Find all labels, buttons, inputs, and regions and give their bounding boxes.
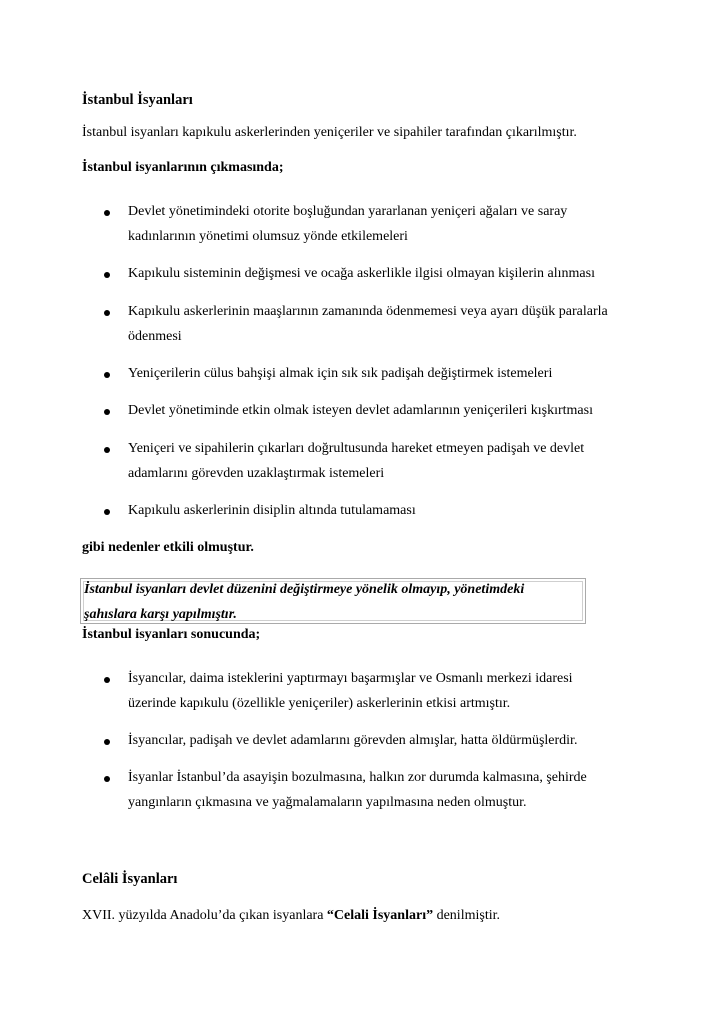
bullet-icon: [104, 372, 110, 378]
list-item-line: Kapıkulu sisteminin değişmesi ve ocağa askerlikle ilgisi olmayan kişilerin alınması: [128, 266, 595, 281]
list-item-line: Yeniçerilerin cülus bahşişi almak için sık sık padişah değiştirmek istemeleri: [128, 366, 553, 381]
list-item-line: Kapıkulu askerlerinin maaşlarının zamanında ödenmemesi veya ayarı düşük paralarla: [128, 304, 608, 319]
causes-heading: İstanbul isyanlarının çıkmasında;: [82, 160, 284, 175]
list-item-line: adamlarını görevden uzaklaştırmak istemeleri: [128, 466, 385, 481]
bullet-icon: [104, 409, 110, 415]
note-line: şahıslara karşı yapılmıştır.: [84, 607, 237, 622]
bullet-icon: [104, 776, 110, 782]
list-item-line: İsyancılar, padişah ve devlet adamlarını görevden almışlar, hatta öldürmüşlerdir.: [128, 733, 578, 748]
list-item-line: İsyancılar, daima isteklerini yaptırmayı başarmışlar ve Osmanlı merkezi idaresi: [128, 671, 573, 686]
list-item-line: üzerinde kapıkulu (özellikle yeniçeriler) askerlerinin etkisi artmıştır.: [128, 696, 511, 711]
bullet-icon: [104, 210, 110, 216]
bullet-icon: [104, 272, 110, 278]
list-item-line: Devlet yönetiminde etkin olmak isteyen devlet adamlarının yeniçerileri kışkırtması: [128, 403, 593, 418]
list-item-line: yangınların çıkmasına ve yağmalamaların yapılmasına neden olmuştur.: [128, 795, 527, 810]
bullet-icon: [104, 677, 110, 683]
note-line: İstanbul isyanları devlet düzenini değiştirmeye yönelik olmayıp, yönetimdeki: [84, 582, 525, 597]
list-item-line: Devlet yönetimindeki otorite boşluğundan yararlanan yeniçeri ağaları ve saray: [128, 204, 568, 219]
causes-footer: gibi nedenler etkili olmuştur.: [82, 540, 254, 555]
section-title-istanbul: İstanbul İsyanları: [82, 92, 193, 108]
bullet-icon: [104, 447, 110, 453]
celali-intro: [82, 909, 500, 923]
list-item-line: ödenmesi: [128, 329, 182, 344]
list-item-line: İsyanlar İstanbul’da asayişin bozulmasına, halkın zor durumda kalmasına, şehirde: [128, 770, 587, 785]
bullet-icon: [104, 509, 110, 515]
list-item-line: kadınlarının yönetimi olumsuz yönde etkilemeleri: [128, 229, 408, 244]
results-heading: İstanbul isyanları sonucunda;: [82, 627, 261, 642]
list-item-line: Kapıkulu askerlerinin disiplin altında tutulamaması: [128, 503, 416, 518]
intro-paragraph: İstanbul isyanları kapıkulu askerlerinden yeniçeriler ve sipahiler tarafından çıkarılmıştır.: [82, 125, 577, 140]
celali-intro-before: XVII. yüzyılda Anadolu’da çıkan isyanlara: [82, 908, 327, 923]
bullet-icon: [104, 739, 110, 745]
section-title-celali: Celâli İsyanları: [82, 871, 178, 887]
list-item-line: Yeniçeri ve sipahilerin çıkarları doğrultusunda hareket etmeyen padişah ve devlet: [128, 441, 585, 456]
celali-intro-after: denilmiştir.: [433, 908, 500, 923]
celali-intro-term: “Celali İsyanları”: [326, 908, 434, 923]
bullet-icon: [104, 310, 110, 316]
